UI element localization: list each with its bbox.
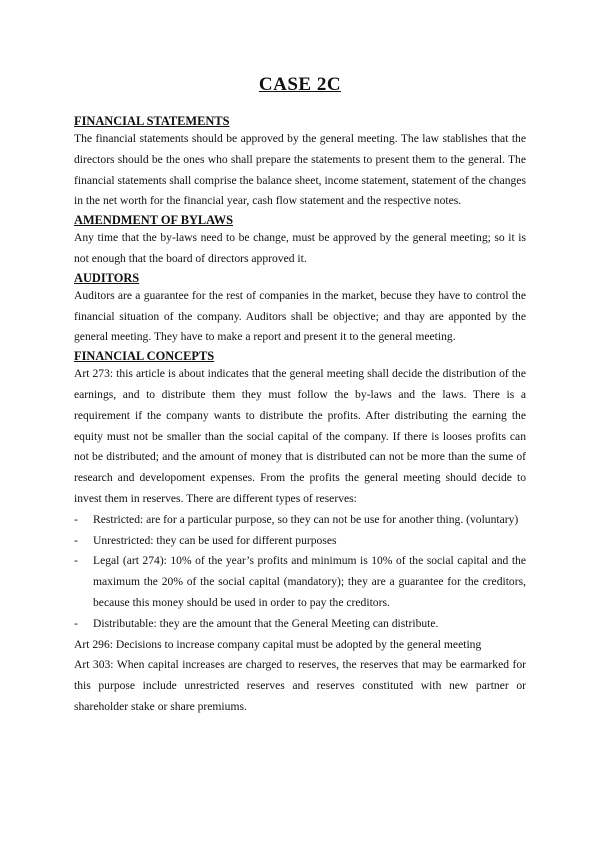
paragraph-auditors: Auditors are a guarantee for the rest of companies in the market, becuse they have to control the financial situation of the company. Auditors shall be objective; and thay are apponted by the general meeting. They have to make a report and present it to the general meeting. — [74, 288, 526, 344]
list-item — [74, 614, 526, 635]
list-item — [74, 531, 526, 552]
list-item-text: Legal (art 274): 10% of the year’s profits and minimum is 10% of the social capital and the maximum the 20% of the social capital (mandatory); they are a guarantee for the creditors, because this money should be used in order to pay the creditors. — [93, 554, 526, 609]
paragraph-financial-statements: The financial statements should be approved by the general meeting. The law stablishes that the directors should be the ones who shall prepare the statements to present them to the general. The financial statements shall comprise the balance sheet, income statement, statement of the changes in the net worth for the financial year, cash flow statement and the respective notes. — [74, 132, 526, 208]
reserves-list — [74, 510, 526, 635]
paragraph-amendment-of-bylaws: Any time that the by-laws need to be change, must be approved by the general meeting; so it is not enough that the board of directors approved it. — [74, 231, 526, 265]
section-heading-auditors: AUDITORS — [74, 270, 140, 285]
section-heading-financial-statements: FINANCIAL STATEMENTS — [74, 114, 230, 128]
paragraph-art-303: Art 303: When capital increases are charged to reserves, the reserves that may be earmarked for this purpose include unrestricted reserves and reserves constituted with new partner or shareholder stake or share premiums. — [74, 658, 526, 713]
section-financial-concepts — [74, 348, 526, 718]
dash-bullet-icon: - — [74, 533, 78, 547]
list-item — [74, 510, 526, 531]
dash-bullet-icon: - — [74, 554, 78, 568]
list-item-text: Restricted: are for a particular purpose, so they can not be use for another thing. (voluntary) — [93, 512, 519, 526]
list-item — [74, 551, 526, 613]
section-heading-amendment-of-bylaws: AMENDMENT OF BYLAWS — [74, 213, 234, 228]
paragraph-art-296: Art 296: Decisions to increase company capital must be adopted by the general meeting — [74, 637, 482, 651]
paragraph-art-273: Art 273: this article is about indicates that the general meeting shall decide the distribution of the earnings, and to distribute them they must follow the by-laws and the laws. There is a requirement if the company wants to distribute the profits. After distributing the earning the equity must not be smaller than the social capital of the company. If there is looses profits can not be distributed; and the amount of money that is distributed can not be more than the sume of research and developoment expenses. From the profits the general meeting should decide to invest them in reserves. There are different types of reserves: — [74, 367, 526, 505]
section-amendment-of-bylaws — [74, 212, 526, 270]
list-item-text: Unrestricted: they can be used for different purposes — [93, 533, 337, 547]
page-title: CASE 2C — [258, 74, 342, 95]
section-financial-statements — [74, 113, 526, 212]
list-item-text: Distributable: they are the amount that the General Meeting can distribute. — [93, 616, 439, 630]
section-heading-financial-concepts: FINANCIAL CONCEPTS — [74, 349, 215, 364]
dash-bullet-icon: - — [74, 616, 78, 630]
section-auditors — [74, 270, 526, 348]
dash-bullet-icon: - — [74, 512, 78, 526]
